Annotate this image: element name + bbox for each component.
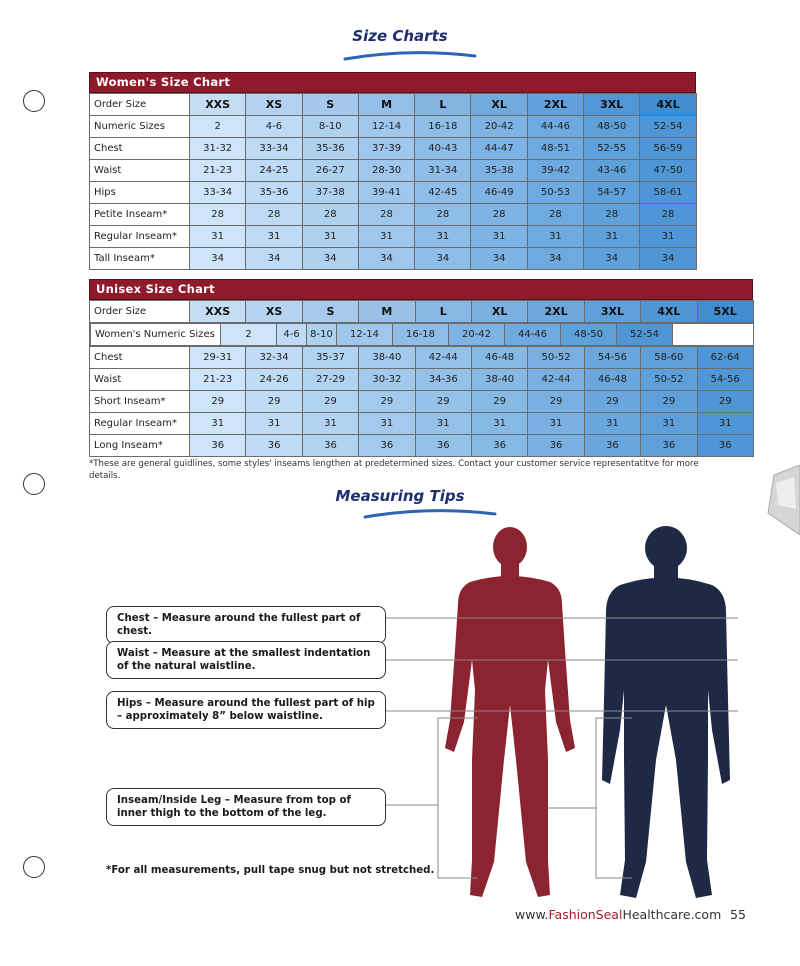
size-value-cell: 29 [641, 391, 697, 413]
size-value-cell: 29 [471, 391, 527, 413]
size-value-cell: 29 [415, 391, 471, 413]
gem-decoration [764, 465, 800, 535]
chest-tip: Chest – Measure around the fullest part of chest. [106, 606, 386, 644]
size-header-cell: L [415, 94, 471, 116]
size-header-cell: 3XL [584, 94, 640, 116]
size-value-cell: 48-51 [527, 138, 583, 160]
size-value-cell: 31-32 [190, 138, 246, 160]
size-value-cell: 26-27 [302, 160, 358, 182]
size-header-cell: 5XL [697, 301, 753, 323]
size-value-cell: 28 [190, 204, 246, 226]
size-value-cell: 31 [302, 226, 358, 248]
size-value-cell: 28 [358, 204, 414, 226]
size-value-cell: 34 [584, 248, 640, 270]
size-value-cell: 36 [359, 435, 415, 457]
size-value-cell: 29 [584, 391, 640, 413]
size-header-cell: L [415, 301, 471, 323]
size-value-cell: 35-36 [302, 138, 358, 160]
size-value-cell: 31 [190, 226, 246, 248]
size-value-cell: 24-26 [246, 369, 302, 391]
size-value-cell: 42-44 [415, 347, 471, 369]
womens-chart-title: Women's Size Chart [89, 72, 696, 93]
size-value-cell: 58-61 [640, 182, 696, 204]
size-header-cell: M [359, 301, 415, 323]
size-header-cell: S [302, 301, 358, 323]
size-value-cell: 32-34 [246, 347, 302, 369]
size-value-cell: 31 [527, 226, 583, 248]
measuring-tips-title: Measuring Tips [335, 487, 465, 505]
size-value-cell: 31 [697, 413, 753, 435]
size-value-cell: 34 [246, 248, 302, 270]
size-value-cell: 8-10 [307, 324, 337, 346]
size-value-cell: 36 [641, 435, 697, 457]
unisex-chart-title: Unisex Size Chart [89, 279, 753, 300]
size-value-cell: 34 [415, 248, 471, 270]
row-label: Women's Numeric Sizes [91, 324, 221, 346]
size-value-cell: 43-46 [584, 160, 640, 182]
size-value-cell: 44-46 [505, 324, 561, 346]
size-value-cell: 31 [415, 413, 471, 435]
size-value-cell: 31-34 [415, 160, 471, 182]
size-value-cell: 31 [641, 413, 697, 435]
size-header-cell: XL [471, 94, 527, 116]
pull-tape-note: *For all measurements, pull tape snug but not stretched. [106, 865, 435, 876]
size-value-cell: 29 [302, 391, 358, 413]
size-value-cell: 31 [246, 413, 302, 435]
size-value-cell: 31 [358, 226, 414, 248]
size-header-cell: M [358, 94, 414, 116]
row-label: Order Size [90, 94, 190, 116]
size-value-cell: 34-36 [415, 369, 471, 391]
size-value-cell: 29 [697, 391, 753, 413]
waist-tip: Waist – Measure at the smallest indentation of the natural waistline. [106, 641, 386, 679]
row-label: Tall Inseam* [90, 248, 190, 270]
size-value-cell: 12-14 [337, 324, 393, 346]
size-value-cell: 34 [302, 248, 358, 270]
size-value-cell: 31 [584, 413, 640, 435]
row-label: Order Size [90, 301, 190, 323]
size-value-cell: 35-37 [302, 347, 358, 369]
size-value-cell: 36 [584, 435, 640, 457]
size-value-cell: 16-18 [393, 324, 449, 346]
size-value-cell: 35-38 [471, 160, 527, 182]
man-figure [602, 526, 730, 898]
size-value-cell: 34 [358, 248, 414, 270]
size-header-cell: S [302, 94, 358, 116]
size-value-cell: 54-56 [584, 347, 640, 369]
size-value-cell: 28-30 [358, 160, 414, 182]
size-value-cell: 47-50 [640, 160, 696, 182]
size-value-cell: 31 [359, 413, 415, 435]
size-header-cell: XS [246, 94, 302, 116]
size-value-cell: 39-42 [527, 160, 583, 182]
row-label: Hips [90, 182, 190, 204]
size-value-cell: 31 [471, 413, 527, 435]
row-label: Petite Inseam* [90, 204, 190, 226]
size-value-cell: 28 [302, 204, 358, 226]
size-value-cell: 34 [471, 248, 527, 270]
footer-url[interactable]: www.FashionSealHealthcare.com [515, 907, 722, 922]
row-label: Chest [90, 347, 190, 369]
size-value-cell: 35-36 [246, 182, 302, 204]
size-value-cell: 34 [640, 248, 696, 270]
size-header-cell: XS [246, 301, 302, 323]
size-value-cell: 31 [246, 226, 302, 248]
size-value-cell: 28 [640, 204, 696, 226]
size-value-cell: 54-57 [584, 182, 640, 204]
size-value-cell: 27-29 [302, 369, 358, 391]
size-value-cell: 38-40 [359, 347, 415, 369]
row-label: Numeric Sizes [90, 116, 190, 138]
size-value-cell: 50-52 [641, 369, 697, 391]
row-label: Waist [90, 160, 190, 182]
row-label: Regular Inseam* [90, 226, 190, 248]
size-value-cell: 8-10 [302, 116, 358, 138]
size-value-cell: 36 [471, 435, 527, 457]
size-value-cell: 20-42 [471, 116, 527, 138]
size-value-cell: 2 [190, 116, 246, 138]
size-value-cell: 58-60 [641, 347, 697, 369]
size-value-cell: 52-55 [584, 138, 640, 160]
size-value-cell: 4-6 [246, 116, 302, 138]
row-label: Short Inseam* [90, 391, 190, 413]
inseam-tip: Inseam/Inside Leg – Measure from top of inner thigh to the bottom of the leg. [106, 788, 386, 826]
row-label: Long Inseam* [90, 435, 190, 457]
size-value-cell: 36 [528, 435, 584, 457]
size-value-cell: 33-34 [190, 182, 246, 204]
size-value-cell: 29 [246, 391, 302, 413]
size-value-cell: 39-41 [358, 182, 414, 204]
size-value-cell: 50-53 [527, 182, 583, 204]
size-value-cell: 37-39 [358, 138, 414, 160]
size-value-cell: 30-32 [359, 369, 415, 391]
size-value-cell: 4-6 [277, 324, 307, 346]
size-value-cell: 48-50 [584, 116, 640, 138]
size-value-cell: 36 [302, 435, 358, 457]
size-value-cell: 21-23 [190, 160, 246, 182]
size-header-cell: 3XL [584, 301, 640, 323]
size-value-cell: 44-47 [471, 138, 527, 160]
size-value-cell: 29 [528, 391, 584, 413]
size-value-cell: 28 [471, 204, 527, 226]
size-value-cell: 56-59 [640, 138, 696, 160]
size-value-cell: 40-43 [415, 138, 471, 160]
size-value-cell: 46-48 [471, 347, 527, 369]
size-value-cell: 38-40 [471, 369, 527, 391]
woman-figure [445, 527, 575, 897]
size-charts-title: Size Charts [352, 27, 448, 45]
size-header-cell: XXS [190, 301, 246, 323]
size-value-cell: 34 [527, 248, 583, 270]
row-label: Waist [90, 369, 190, 391]
size-value-cell: 50-52 [528, 347, 584, 369]
size-value-cell: 29-31 [190, 347, 246, 369]
size-value-cell: 28 [415, 204, 471, 226]
size-value-cell: 28 [527, 204, 583, 226]
size-footnote: *These are general guidlines, some styles' inseams lengthen at predetermined sizes. Contact your customer service representatitve for more details. [89, 459, 699, 481]
size-value-cell: 36 [190, 435, 246, 457]
size-header-cell: XXS [190, 94, 246, 116]
size-value-cell: 44-46 [527, 116, 583, 138]
size-value-cell: 62-64 [697, 347, 753, 369]
hips-tip: Hips – Measure around the fullest part of hip – approximately 8” below waistline. [106, 691, 386, 729]
size-value-cell: 29 [190, 391, 246, 413]
size-value-cell: 31 [302, 413, 358, 435]
size-value-cell: 24-25 [246, 160, 302, 182]
size-value-cell: 33-34 [246, 138, 302, 160]
size-value-cell: 52-54 [617, 324, 673, 346]
size-value-cell: 42-44 [528, 369, 584, 391]
size-value-cell: 2 [221, 324, 277, 346]
size-value-cell: 36 [415, 435, 471, 457]
size-header-cell: XL [471, 301, 527, 323]
size-value-cell: 31 [528, 413, 584, 435]
size-value-cell: 34 [190, 248, 246, 270]
size-value-cell: 31 [190, 413, 246, 435]
size-value-cell: 46-49 [471, 182, 527, 204]
size-value-cell: 12-14 [358, 116, 414, 138]
size-value-cell: 28 [246, 204, 302, 226]
size-value-cell: 21-23 [190, 369, 246, 391]
size-value-cell: 37-38 [302, 182, 358, 204]
size-value-cell: 16-18 [415, 116, 471, 138]
size-value-cell: 54-56 [697, 369, 753, 391]
size-header-cell: 2XL [528, 301, 584, 323]
size-value-cell: 36 [246, 435, 302, 457]
size-value-cell: 20-42 [449, 324, 505, 346]
size-value-cell: 46-48 [584, 369, 640, 391]
size-value-cell: 31 [584, 226, 640, 248]
size-header-cell: 4XL [640, 94, 696, 116]
size-value-cell: 48-50 [561, 324, 617, 346]
size-header-cell: 2XL [527, 94, 583, 116]
size-value-cell: 31 [415, 226, 471, 248]
page-number: 55 [730, 907, 746, 922]
size-value-cell: 31 [640, 226, 696, 248]
size-value-cell: 52-54 [640, 116, 696, 138]
size-value-cell: 42-45 [415, 182, 471, 204]
size-value-cell: 29 [359, 391, 415, 413]
row-label: Regular Inseam* [90, 413, 190, 435]
size-value-cell: 31 [471, 226, 527, 248]
size-header-cell: 4XL [641, 301, 697, 323]
size-value-cell: 28 [584, 204, 640, 226]
row-label: Chest [90, 138, 190, 160]
size-value-cell: 36 [697, 435, 753, 457]
